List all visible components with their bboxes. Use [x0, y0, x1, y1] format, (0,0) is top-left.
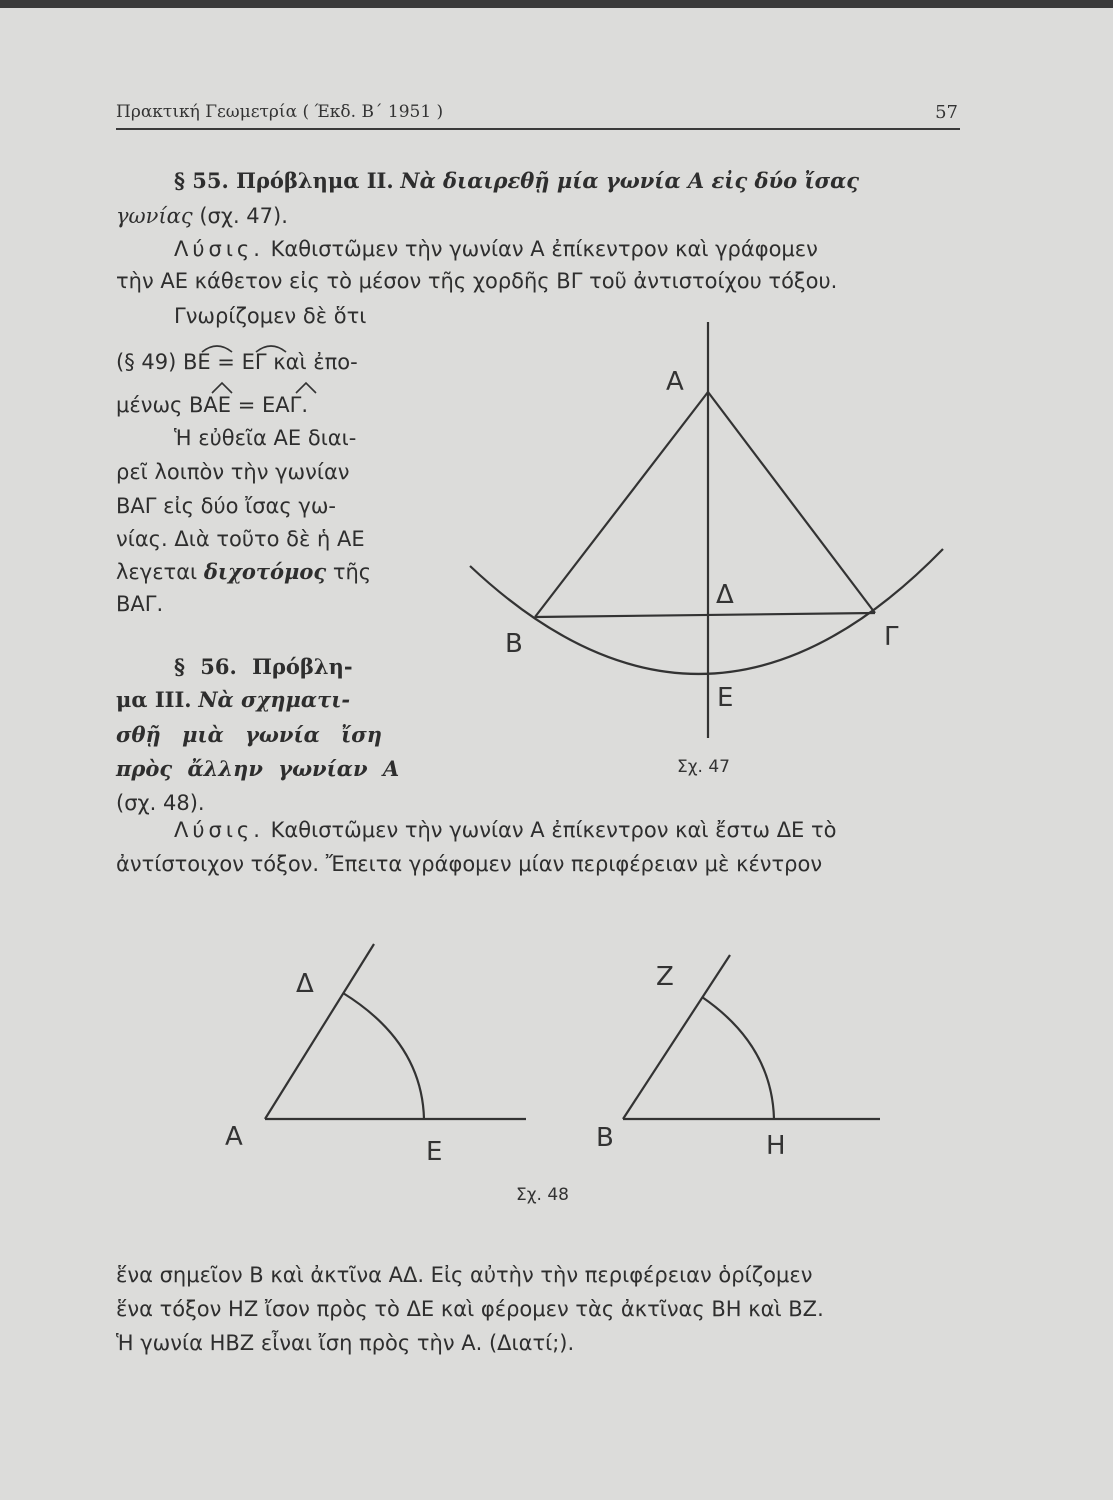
- section55-text-8: ΒΑΓ εἰς δύο ἴσας γω-: [116, 494, 336, 518]
- dichotomos-term: διχοτόμος: [203, 559, 327, 584]
- fig48-caption: Σχ. 48: [516, 1185, 570, 1205]
- arc-ZH: [702, 997, 774, 1119]
- section55-number: § 55. Πρόβλημα ΙΙ.: [174, 168, 394, 193]
- fig48-label-E: Ε: [426, 1137, 443, 1167]
- section56-title-3: πρὸς ἄλλην γωνίαν Α: [116, 756, 400, 781]
- fig48-label-B: Β: [596, 1123, 614, 1153]
- section55-text-6: Ἡ εὐθεῖα ΑΕ διαι-: [174, 426, 357, 450]
- page-number: 57: [935, 102, 958, 123]
- arc-mark-BE: [202, 346, 232, 352]
- section56-title-1: Νὰ σχηματι-: [198, 687, 351, 712]
- chord-BG: [535, 613, 875, 617]
- angle-mark-BAE: [212, 383, 232, 393]
- ray-AD: [265, 944, 374, 1119]
- header-title: Πρακτική Γεωμετρία ( Έκδ. Β΄ 1951 ): [116, 102, 444, 122]
- fig47-label-A: Α: [666, 367, 684, 397]
- fig47-label-E: Ε: [717, 683, 734, 713]
- ray-BZ: [623, 955, 730, 1119]
- section55-title-end: γωνίας: [116, 204, 193, 228]
- section56-text-1: Καθιστῶμεν τὴν γωνίαν Α ἐπίκεντρον καὶ ἔστω ΔΕ τὸ: [270, 818, 837, 842]
- section56-lysis-label: Λύσις.: [174, 818, 264, 842]
- arc-BG: [470, 549, 943, 674]
- fig48-label-H: Η: [766, 1131, 786, 1161]
- side-AB: [535, 392, 708, 617]
- section55-text-2: τὴν ΑΕ κάθετον εἰς τὸ μέσον τῆς χορδῆς ΒΓ τοῦ ἀντιστοίχου τόξου.: [116, 269, 838, 293]
- section55-text-9: νίας. Διὰ τοῦτο δὲ ἡ ΑΕ: [116, 527, 365, 551]
- section56-number: μα ΙΙΙ.: [116, 687, 192, 712]
- angle-mark-EAG: [296, 383, 316, 393]
- fig47-label-B: Β: [505, 629, 523, 659]
- fig48-label-D: Δ: [296, 969, 314, 999]
- section55-text-11: ΒΑΓ.: [116, 592, 164, 616]
- fig48-label-A: Α: [225, 1122, 243, 1152]
- fig47-label-G: Γ: [884, 622, 899, 652]
- section55-text-3: Γνωρίζομεν δὲ ὅτι: [174, 304, 367, 328]
- section55-text-4: (§ 49) ΒΕ = ΕΓ καὶ ἐπο-: [116, 350, 358, 374]
- section55-ref: (σχ. 47).: [199, 204, 288, 228]
- arc-DE: [343, 993, 424, 1119]
- section56-ref: (σχ. 48).: [116, 791, 205, 815]
- figure-47: [470, 322, 943, 738]
- section56-heading: § 56. Πρόβλη-: [174, 654, 353, 679]
- section56-text-2: ἀντίστοιχον τόξον. Ἔπειτα γράφομεν μίαν περιφέρειαν μὲ κέντρον: [116, 852, 823, 876]
- section56-text-3: ἕνα σημεῖον Β καὶ ἀκτῖνα ΑΔ. Εἰς αὐτὴν τὴν περιφέρειαν ὁρίζομεν: [116, 1263, 813, 1287]
- fig47-label-D: Δ: [716, 580, 734, 610]
- section55-text-7: ρεῖ λοιπὸν τὴν γωνίαν: [116, 460, 350, 484]
- fig47-caption: Σχ. 47: [677, 757, 731, 777]
- section56-title-2: σθῇ μιὰ γωνία ἴση: [116, 722, 383, 747]
- section55-text-5: μένως ΒΑΕ = ΕΑΓ.: [116, 393, 309, 417]
- section55-lysis-label: Λύσις.: [174, 237, 264, 261]
- text-arc-marks: [202, 346, 316, 393]
- section55-text-10a: λεγεται: [116, 560, 198, 584]
- arc-mark-EG: [256, 346, 286, 352]
- fig48-label-Z: Ζ: [656, 962, 674, 992]
- section56-text-5: Ἡ γωνία ΗΒΖ εἶναι ἴση πρὸς τὴν Α. (Διατί;).: [116, 1331, 575, 1355]
- figure-48: [265, 944, 880, 1119]
- section55-text-1: Καθιστῶμεν τὴν γωνίαν Α ἐπίκεντρον καὶ γράφομεν: [270, 237, 818, 261]
- section56-text-4: ἕνα τόξον ΗΖ ἴσον πρὸς τὸ ΔΕ καὶ φέρομεν τὰς ἀκτῖνας ΒΗ καὶ ΒΖ.: [116, 1297, 824, 1321]
- section55-text-10c: τῆς: [332, 560, 372, 584]
- section55-title: Νὰ διαιρεθῇ μία γωνία Α εἰς δύο ἴσας: [400, 168, 860, 193]
